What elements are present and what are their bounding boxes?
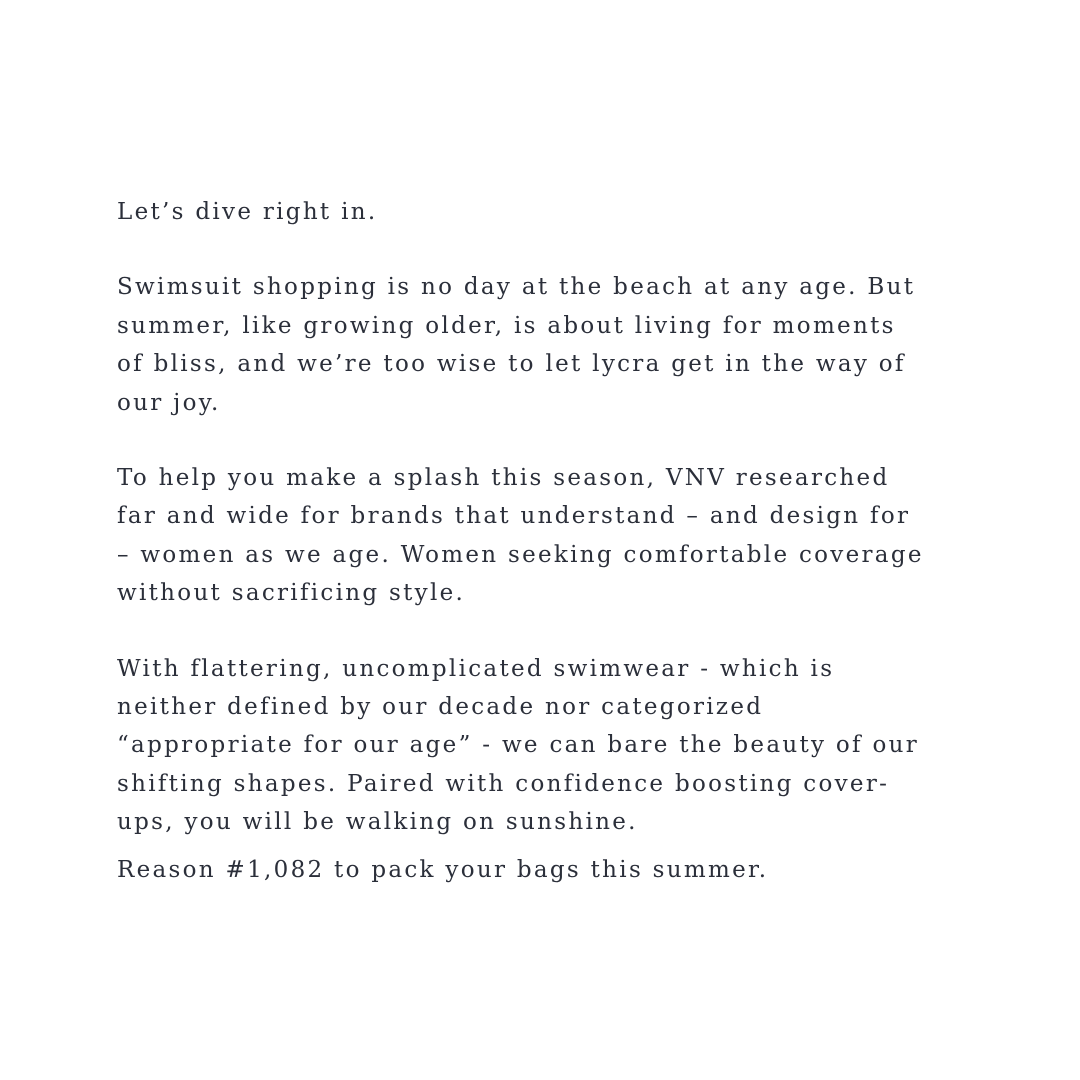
text-line: far and wide for brands that understand – and design for — [117, 503, 911, 530]
text-line: summer, like growing older, is about living for moments — [117, 312, 896, 339]
paragraph-spacer — [117, 422, 967, 459]
paragraph-spacer — [117, 613, 967, 650]
text-line: Let’s dive right in. — [117, 199, 378, 225]
text-line: With flattering, uncomplicated swimwear - which is — [117, 655, 835, 682]
article-text — [117, 193, 967, 890]
text-line: of bliss, and we’re too wise to let lycra get in the way of — [117, 351, 906, 378]
paragraph-1 — [117, 268, 967, 422]
text-line: To help you make a splash this season, VNV researched — [117, 464, 890, 491]
text-line: – women as we age. Women seeking comfortable coverage — [117, 541, 924, 568]
paragraph-spacer — [117, 841, 967, 851]
text-line: without sacrificing style. — [117, 580, 466, 607]
intro-line — [117, 193, 967, 231]
text-line: our joy. — [117, 389, 221, 416]
paragraph-2 — [117, 459, 967, 613]
paragraph-spacer — [117, 231, 967, 268]
paragraph-3 — [117, 650, 967, 842]
text-line: neither defined by our decade nor categorized — [117, 693, 764, 720]
text-line: ups, you will be walking on sunshine. — [117, 809, 638, 836]
text-line: Swimsuit shopping is no day at the beach at any age. But — [117, 274, 916, 301]
text-line: “appropriate for our age” - we can bare the beauty of our — [117, 732, 920, 759]
text-line: Reason #1,082 to pack your bags this summer. — [117, 857, 769, 884]
closing-line — [117, 851, 967, 889]
text-line: shifting shapes. Paired with confidence boosting cover- — [117, 770, 890, 797]
